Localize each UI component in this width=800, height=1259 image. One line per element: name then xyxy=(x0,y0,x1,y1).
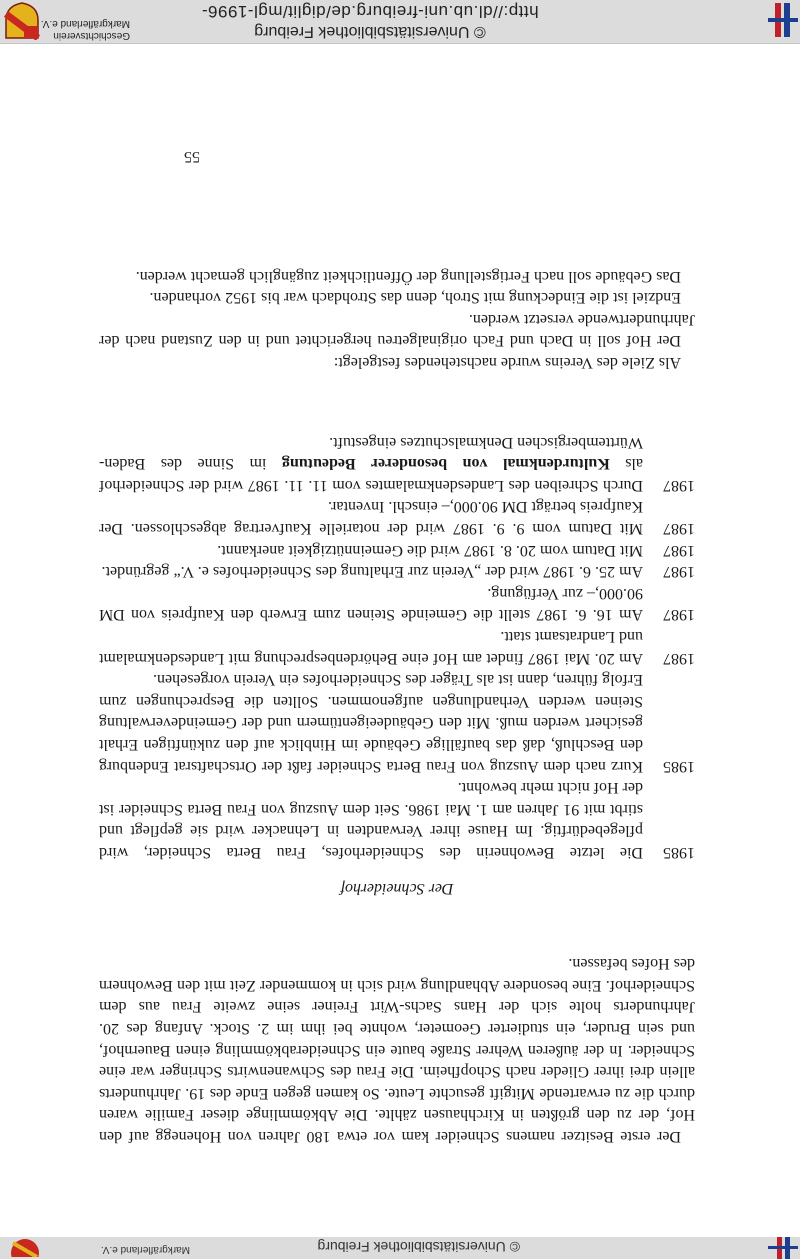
header-bar xyxy=(0,1237,800,1259)
chronicle-entry xyxy=(99,777,695,863)
aims-section xyxy=(99,265,695,373)
chronicle-entry xyxy=(99,431,695,496)
footer-text-block xyxy=(170,0,570,41)
university-library-logo-icon xyxy=(766,1237,800,1259)
section-heading: Der Schneiderhof xyxy=(340,880,454,897)
header-copyright: © Universitätsbibliothek Freiburg xyxy=(317,1239,520,1255)
aims-item: Endziel ist die Eindeckung mit Stroh, denn das Strohdach war bis 1952 vorhanden. xyxy=(149,289,681,307)
entry-year: 1987 xyxy=(663,649,695,667)
entry-text xyxy=(99,431,643,496)
entry-text: Am 25. 6. 1987 wird der „Verein zur Erhaltung des Schneiderhofes e. V.“ gegründet. xyxy=(101,563,643,581)
entry-year: 1987 xyxy=(663,520,695,538)
aims-item: Das Gebäude soll nach Fertigstellung der Öffentlichkeit zugänglich gemacht werden. xyxy=(135,267,681,285)
entry-year: 1987 xyxy=(663,476,695,494)
entry-text: Am 16. 6. 1987 stellt die Gemeinde Steinen zum Erwerb den Kaufpreis von DM 90.000,– zur Verfügung. xyxy=(99,584,643,624)
club-crest-icon xyxy=(8,1237,42,1257)
chronicle-entry xyxy=(99,496,695,539)
intro-paragraph: Der erste Besitzer namens Schneider kam vor etwa 180 Jahren von Hohenegg auf den Hof, der zu den größten in Kirchhausen zählte. Die Abkömmlinge dieser Familie waren durch die zu erwartende Mitgift gesuchte Leute. So kamen gegen Ende des 19. Jahrhunderts allein drei ihrer Glieder nach Schopfheim. Die Frau des Schwanenwirts Schringer war eine Schneider. In der äußeren Wehrer Straße baute ein Schneiderabkömmling einen Bauernhof, und sein Bruder, ein studierter Geometer, wohnte bei ihm im 2. Stock. Anfang des 20. Jahrhunderts holte sich der Hans Sachs-Wirt Freiner seine zweite Frau aus dem Schneiderhof. Eine besondere Abhandlung wird sich in kommender Zeit mit den Bewohnern des Hofes befassen. xyxy=(99,955,695,1145)
footer-club-name xyxy=(40,17,130,41)
chronicle-entry xyxy=(99,669,695,777)
page-number: 55 xyxy=(184,148,200,165)
university-library-logo-icon xyxy=(766,3,800,37)
footer-copyright: © Universitätsbibliothek Freiburg xyxy=(254,23,486,40)
chronicle-entry xyxy=(99,561,695,583)
footer-url-link[interactable]: http://dl.ub.uni-freiburg.de/diglit/mgl-1996- xyxy=(201,2,539,21)
club-crest-icon xyxy=(4,2,40,40)
entry-text: Mit Datum vom 20. 8. 1987 wird die Gemeinnützigkeit anerkannt. xyxy=(217,541,643,559)
aims-intro: Als Ziele des Vereins wurde nachstehendes festgelegt: xyxy=(333,354,681,371)
header-club-name: Markgräflerland e.V. xyxy=(100,1244,190,1255)
entry-text: Kurz nach dem Auszug von Frau Berta Schneider faßt der Ortschaftsrat Endenburg den Beschluß, daß das baufällige Gebäude im Hinblick auf den zukünftigen Erhalt gesichert werden muß. Mit den Gebäudeeigentümern und der Gemeindeverwaltung Steinen werden Verhandlungen aufgenommen. Sollten die Besprechungen zum Erfolg führen, dann ist als Träger des Schneiderhofes ein Verein vorgesehen. xyxy=(99,671,643,775)
chronicle-entry xyxy=(99,539,695,561)
entry-text: Am 20. Mai 1987 findet am Hof eine Behördenbesprechung mit Landesdenkmalamt und Landratsamt statt. xyxy=(99,628,643,667)
entry-text: Die letzte Bewohnerin des Schneiderhofes, Frau Berta Schneider, wird pflegebedürftig. Im Hause ihrer Verwandten in Lehnacker wird sie gepflegt und stirbt mit 91 Jahren am 1. Mai 1986. Seit dem Auszug von Frau Berta Schneider ist der Hof nicht mehr bewohnt. xyxy=(99,779,643,861)
entry-year: 1987 xyxy=(663,606,695,624)
entry-text: Mit Datum vom 9. 9. 1987 wird der notarielle Kaufvertrag abgeschlossen. Der Kaufpreis beträgt DM 90.000,– einschl. Inventar. xyxy=(99,498,643,538)
footer-bar xyxy=(0,0,800,44)
entry-year: 1987 xyxy=(663,563,695,581)
chronicle-entry xyxy=(99,625,695,668)
entry-year: 1985 xyxy=(663,844,695,861)
chronicle-entry xyxy=(99,582,695,625)
aims-item: Der Hof soll in Dach und Fach originalgetreu hergerichtet und in den Zustand nach der Jahrhundertwende versetzt werden. xyxy=(99,310,695,350)
entry-text-post: im Sinne des Baden-Württembergischen Denkmalschutzes eingestuft. xyxy=(99,433,643,473)
entry-text-pre: Durch Schreiben des Landesdenkmalamtes vom 11. 11. 1987 wird der Schneiderhof als xyxy=(99,455,643,494)
chronicle-list xyxy=(99,431,695,863)
entry-text-bold: Kulturdenkmal von besonderer Bedeutung xyxy=(281,455,610,473)
club-line-1: Geschichtsverein xyxy=(53,30,130,41)
entry-year: 1987 xyxy=(663,541,695,559)
club-line-2: Markgräflerland e.V. xyxy=(40,18,130,29)
entry-year: 1985 xyxy=(663,757,695,775)
